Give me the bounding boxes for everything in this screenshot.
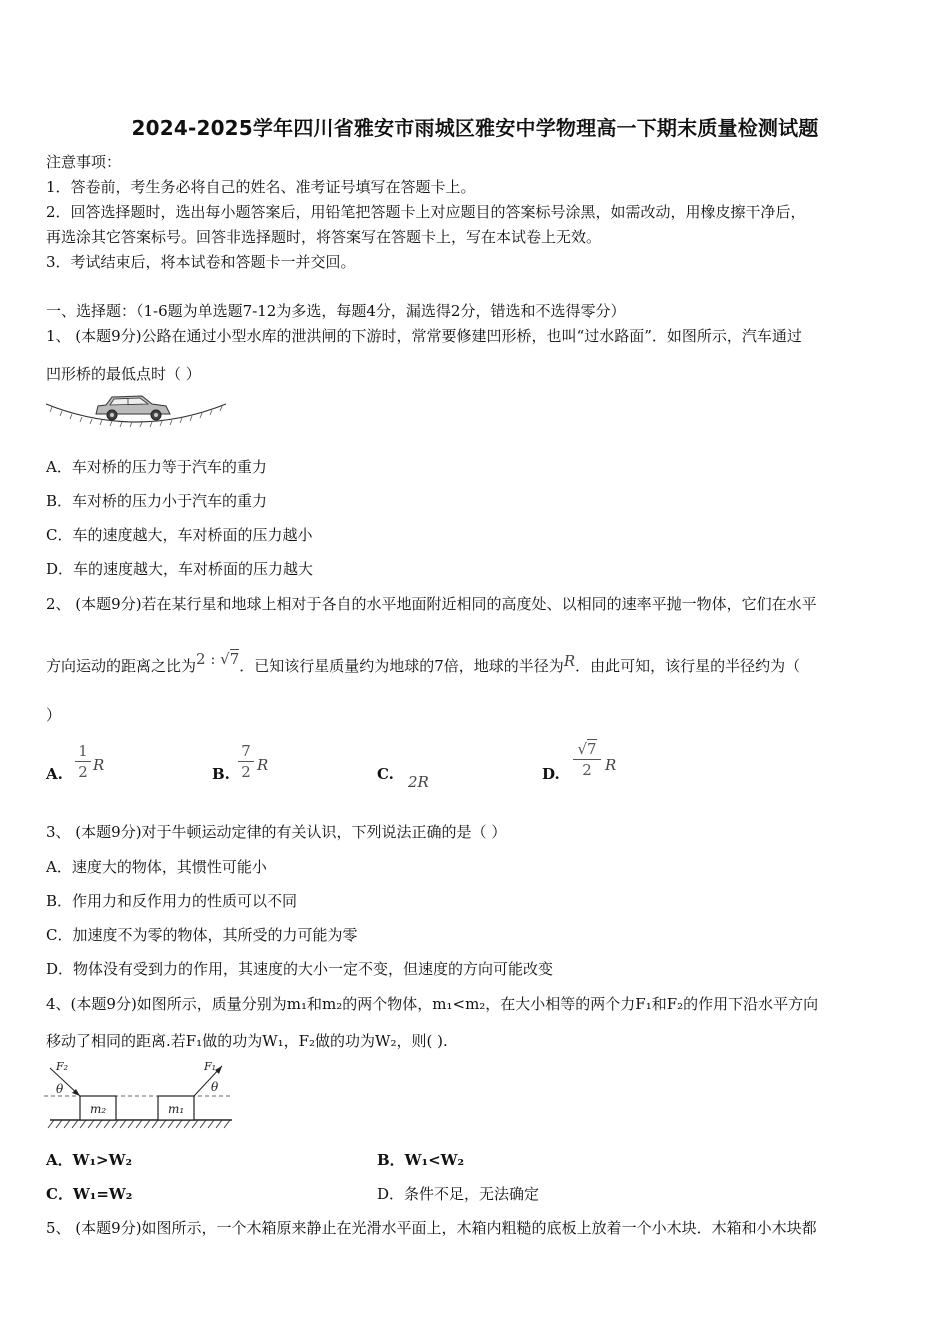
two-blocks-force-figure (44, 1058, 236, 1136)
q2-text-c: ．由此可知，该行星的半径约为（ (575, 657, 801, 675)
q1-option-d: D．车的速度越大，车对桥面的压力越大 (46, 560, 314, 578)
ratio-sqrt-value: 7 (229, 650, 240, 668)
q4-option-b: B．W₁<W₂ (377, 1151, 465, 1169)
angle-theta-right: θ (211, 1080, 219, 1094)
notice-item-2: 2．回答选择题时，选出每小题答案后，用铅笔把答题卡上对应题目的答案标号涂黑，如需改动，用橡皮擦干净后， (46, 203, 806, 221)
q3-stem: 3、 (本题9分)对于牛顿运动定律的有关认识，下列说法正确的是（ ） (46, 823, 507, 841)
notice-heading: 注意事项： (46, 153, 122, 171)
q4-option-d: D．条件不足，无法确定 (377, 1185, 540, 1203)
frac-num: 7 (241, 742, 251, 760)
notice-item-1: 1．答卷前，考生务必将自己的姓名、准考证号填写在答题卡上。 (46, 178, 476, 196)
q2-text-b: ．已知该行星质量约为地球的7倍，地球的半径为 (239, 657, 564, 675)
frac-den: 2 (78, 763, 88, 781)
q2-option-d-fraction (573, 740, 601, 779)
frac-num (573, 740, 601, 758)
q2-option-a-fraction (75, 742, 91, 781)
q4-option-c: C．W₁=W₂ (46, 1185, 133, 1203)
sqrt-icon: √ (577, 740, 587, 758)
notice-item-2-cont: 再选涂其它答案标号。回答非选择题时，将答案写在答题卡上，写在本试卷上无效。 (46, 228, 602, 246)
q1-option-a: A．车对桥的压力等于汽车的重力 (46, 458, 267, 476)
q3-option-b: B．作用力和反作用力的性质可以不同 (46, 892, 298, 910)
q4-option-a: A．W₁>W₂ (46, 1151, 133, 1169)
q2-option-d-label: D. (542, 765, 560, 783)
q2-option-d-tail: R (605, 756, 617, 774)
section-header: 一、选择题：（1-6题为单选题7-12为多选，每题4分，漏选得2分，错选和不选得零分） (46, 302, 626, 320)
q3-option-c: C．加速度不为零的物体，其所受的力可能为零 (46, 926, 358, 944)
q2-stem-line3: ） (46, 706, 62, 724)
frac-den: 2 (241, 763, 251, 781)
ratio-expression (196, 650, 239, 668)
q2-option-a-tail: R (93, 756, 105, 774)
force-f2-label: F₂ (56, 1060, 69, 1073)
q1-option-b: B．车对桥的压力小于汽车的重力 (46, 492, 268, 510)
q4-stem-line2: 移动了相同的距离.若F₁做的功为W₁，F₂做的功为W₂，则( ). (46, 1032, 448, 1050)
force-f1-label: F₁ (204, 1060, 217, 1073)
page-title: 2024-2025学年四川省雅安市雨城区雅安中学物理高一下期末质量检测试题 (131, 116, 819, 140)
q1-stem-line1: 1、 (本题9分)公路在通过小型水库的泄洪闸的下游时，常常要修建凹形桥，也叫“过水路面”．如图所示，汽车通过 (46, 327, 802, 345)
frac-den: 2 (582, 761, 592, 779)
q2-option-c-expr: 2R (408, 773, 429, 791)
ground-hatching (48, 1120, 230, 1128)
q2-stem-line2 (46, 650, 801, 676)
car-icon (96, 396, 170, 420)
q3-option-d: D．物体没有受到力的作用，其速度的大小一定不变，但速度的方向可能改变 (46, 960, 554, 978)
q2-text-a: 方向运动的距离之比为 (46, 657, 197, 675)
concave-bridge-car-figure (44, 390, 228, 432)
q1-option-c: C．车的速度越大，车对桥面的压力越小 (46, 526, 313, 544)
q2-option-a-label: A. (46, 765, 63, 783)
block-m1-label: m₁ (168, 1102, 185, 1116)
q1-stem-line2: 凹形桥的最低点时（ ） (46, 365, 201, 383)
q3-option-a: A．速度大的物体，其惯性可能小 (46, 858, 267, 876)
q2-option-c-label: C. (377, 765, 394, 783)
sqrt-icon: √ (220, 650, 230, 668)
q4-stem-line1: 4、(本题9分)如图所示，质量分别为m₁和m₂的两个物体，m₁<m₂，在大小相等的两个力F₁和F₂的作用下沿水平方向 (46, 995, 819, 1013)
frac-num: 1 (78, 742, 88, 760)
frac-num-sqrt: 7 (587, 740, 597, 758)
q5-stem-line1: 5、 (本题9分)如图所示，一个木箱原来静止在光滑水平面上，木箱内粗糙的底板上放着一个小木块．木箱和小木块都 (46, 1219, 817, 1237)
q2-option-b-tail: R (257, 756, 269, 774)
q2-stem-line1: 2、 (本题9分)若在某行星和地球上相对于各自的水平地面附近相同的高度处、以相同的速率平抛一物体，它们在水平 (46, 595, 817, 613)
block-m2-label: m₂ (90, 1102, 107, 1116)
angle-theta-left: θ (56, 1082, 64, 1096)
radius-symbol: R (563, 652, 576, 670)
ratio-left: 2 : (196, 650, 221, 668)
notice-item-3: 3．考试结束后，将本试卷和答题卡一并交回。 (46, 253, 356, 271)
q2-option-b-fraction (238, 742, 254, 781)
q2-option-b-label: B. (212, 765, 230, 783)
